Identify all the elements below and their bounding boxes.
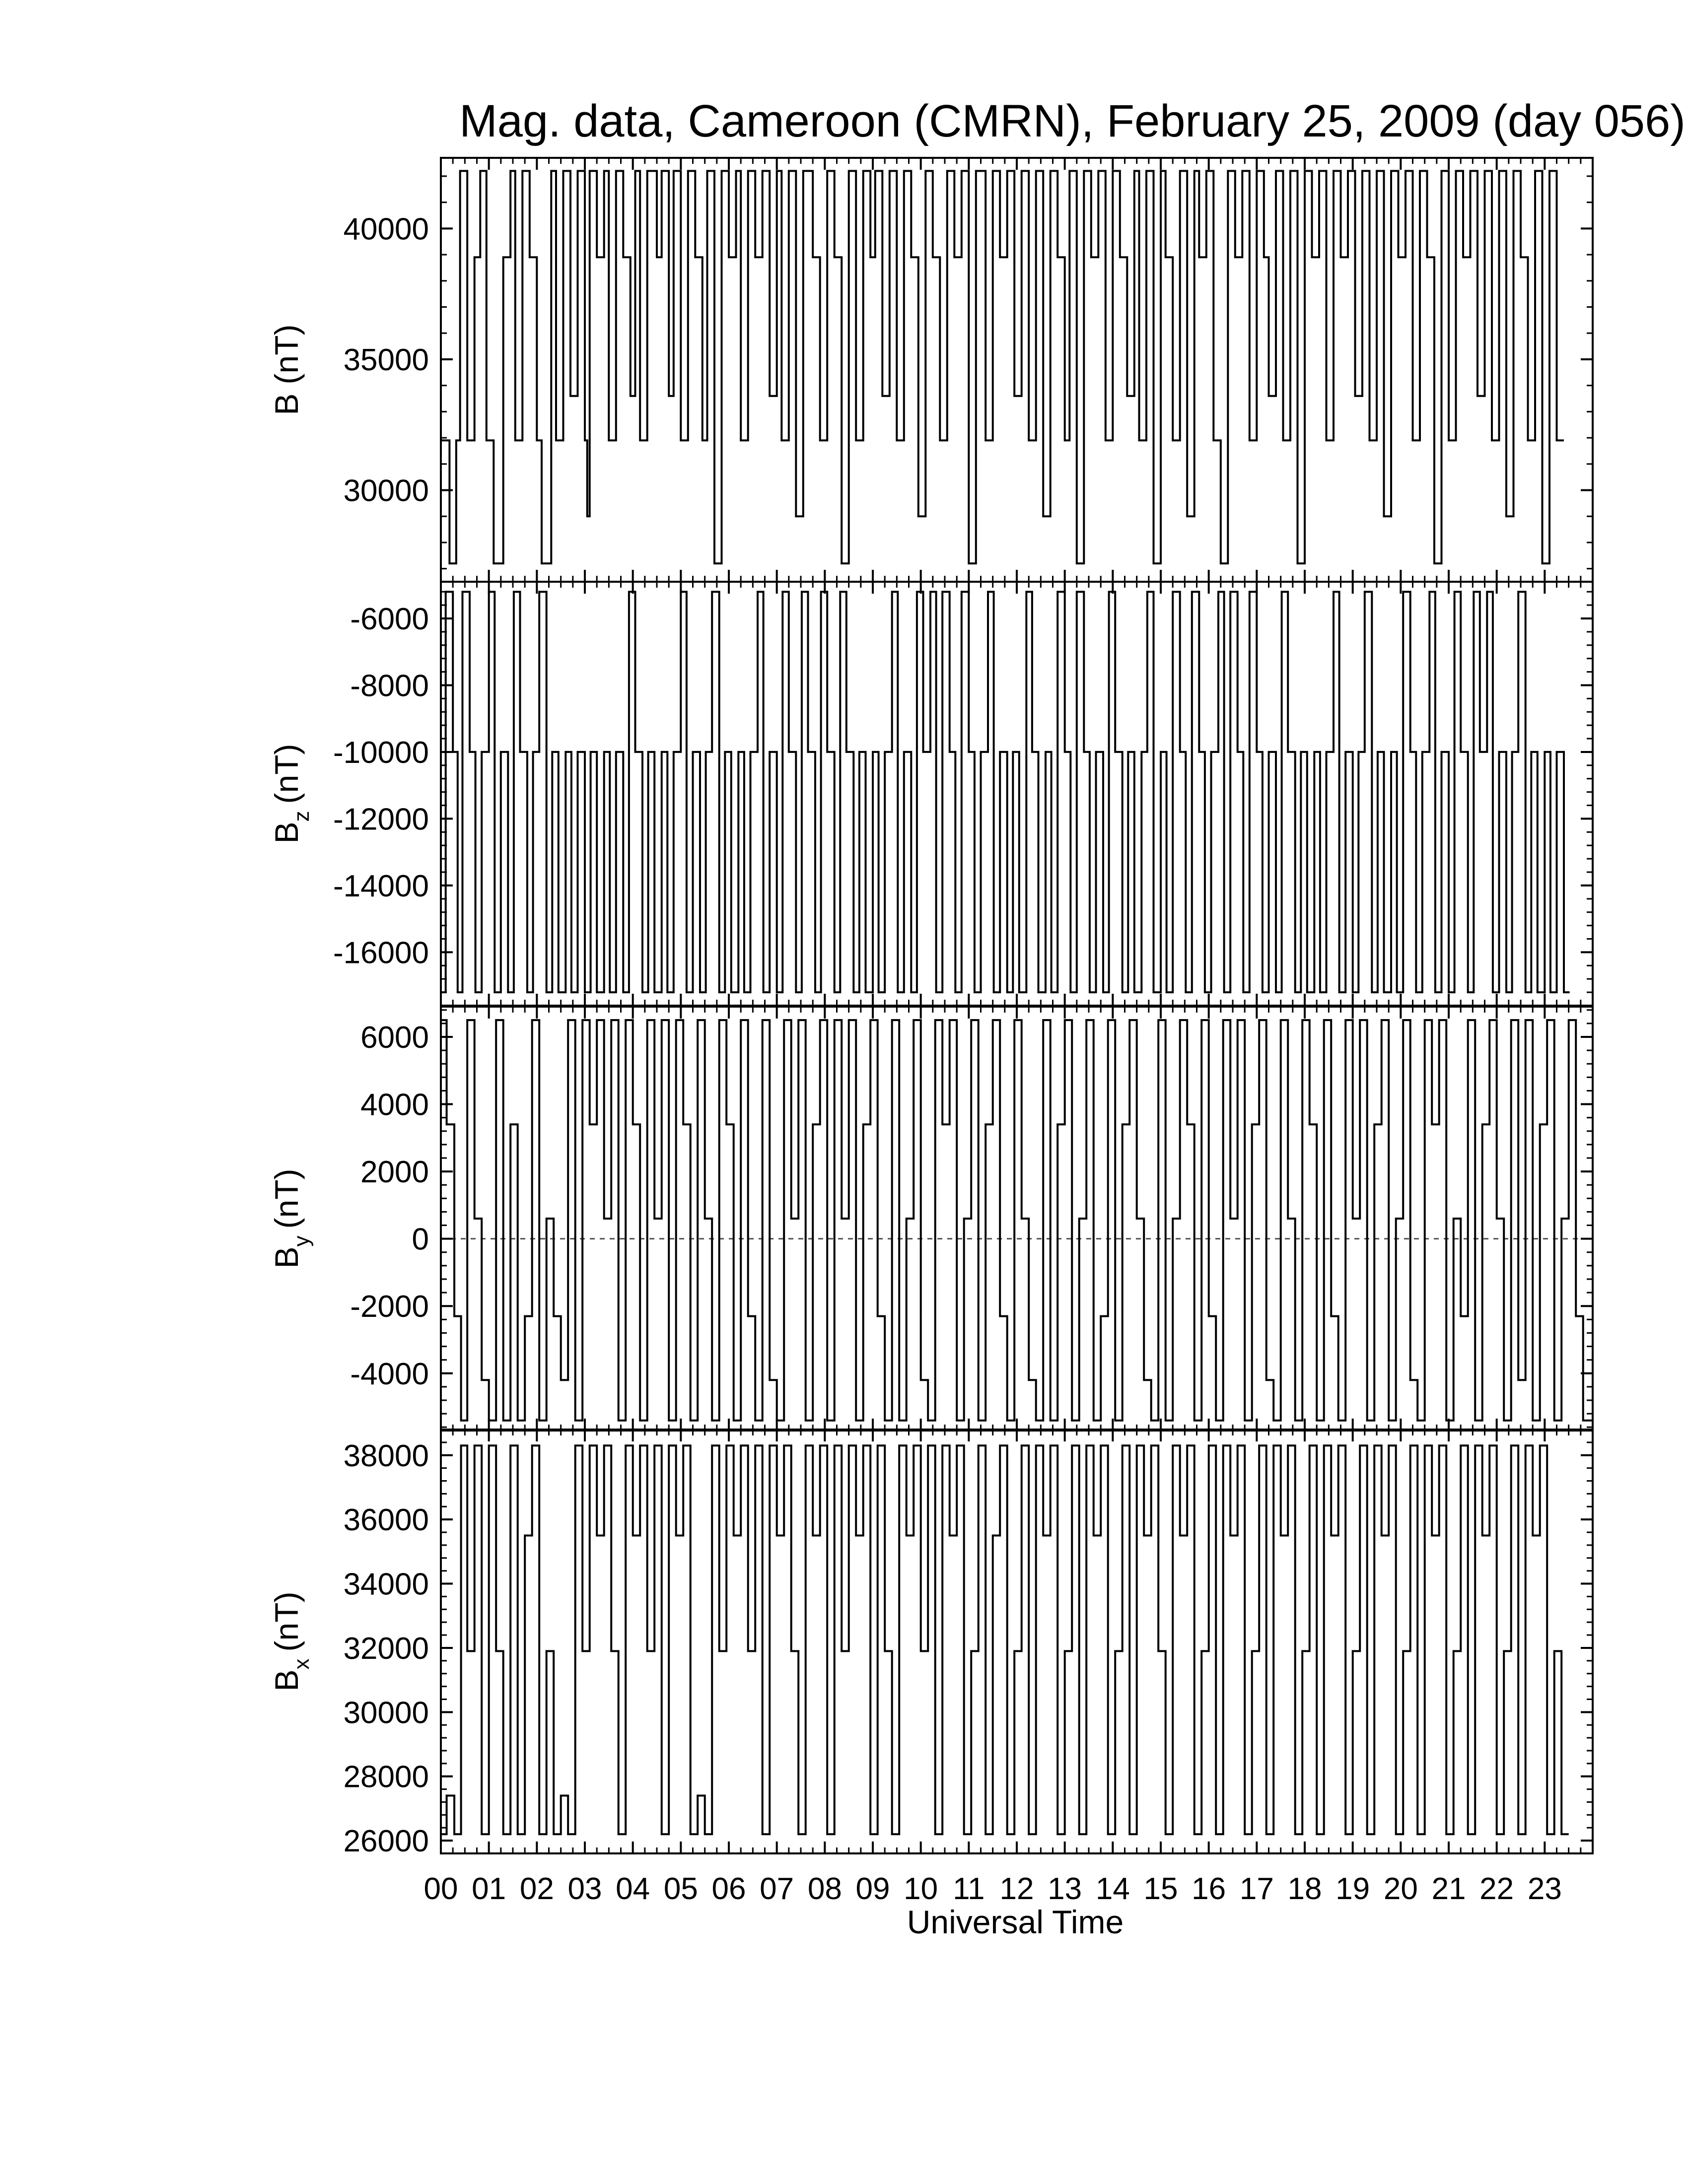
y-axis-label-unit: (nT) bbox=[268, 1168, 305, 1229]
y-tick-label: -12000 bbox=[333, 802, 429, 837]
y-tick-label: -4000 bbox=[350, 1357, 429, 1391]
x-tick-label: 04 bbox=[616, 1872, 650, 1906]
y-tick-label: -16000 bbox=[333, 936, 429, 970]
y-tick-label: 30000 bbox=[343, 474, 429, 508]
y-tick-label: 28000 bbox=[343, 1760, 429, 1794]
x-tick-label: 12 bbox=[999, 1872, 1034, 1906]
y-axis-label-subscript: x bbox=[289, 1658, 314, 1670]
x-tick-label: 09 bbox=[855, 1872, 890, 1906]
x-tick-label: 08 bbox=[807, 1872, 842, 1906]
y-tick-label: 35000 bbox=[343, 342, 429, 377]
y-tick-label: 6000 bbox=[360, 1021, 429, 1055]
y-tick-label: 32000 bbox=[343, 1631, 429, 1666]
x-tick-label: 16 bbox=[1192, 1872, 1226, 1906]
x-tick-label: 06 bbox=[711, 1872, 746, 1906]
chart-title: Mag. data, Cameroon (CMRN), February 25, 2009 (day 056) bbox=[459, 96, 1686, 146]
y-axis-label-unit: (nT) bbox=[268, 1591, 305, 1652]
x-axis-label: Universal Time bbox=[907, 1904, 1124, 1940]
y-axis-label-subscript: y bbox=[289, 1235, 314, 1247]
y-axis-label-main: B bbox=[268, 821, 305, 844]
x-tick-label: 02 bbox=[519, 1872, 554, 1906]
x-tick-label: 22 bbox=[1479, 1872, 1514, 1906]
y-axis-label-unit: (nT) bbox=[268, 324, 305, 385]
x-tick-label: 05 bbox=[663, 1872, 698, 1906]
x-tick-label: 11 bbox=[953, 1872, 985, 1906]
y-axis-label-unit: (nT) bbox=[268, 744, 305, 804]
y-tick-label: 26000 bbox=[343, 1824, 429, 1859]
y-tick-label: 2000 bbox=[360, 1155, 429, 1190]
y-tick-label: 36000 bbox=[343, 1503, 429, 1538]
y-axis-label-subscript: z bbox=[289, 811, 314, 822]
y-tick-label: 40000 bbox=[343, 212, 429, 247]
y-tick-label: 30000 bbox=[343, 1696, 429, 1730]
x-tick-label: 10 bbox=[904, 1872, 938, 1906]
x-tick-label: 18 bbox=[1287, 1872, 1322, 1906]
x-tick-label: 13 bbox=[1048, 1872, 1082, 1906]
x-tick-label: 23 bbox=[1527, 1872, 1562, 1906]
x-tick-label: 03 bbox=[567, 1872, 602, 1906]
y-axis-label-main: B bbox=[268, 393, 305, 415]
x-tick-label: 07 bbox=[760, 1872, 794, 1906]
y-tick-label: -6000 bbox=[350, 602, 429, 636]
y-tick-label: -10000 bbox=[333, 735, 429, 770]
y-tick-label: -14000 bbox=[333, 869, 429, 903]
y-tick-label: -8000 bbox=[350, 669, 429, 703]
x-tick-label: 20 bbox=[1383, 1872, 1418, 1906]
y-tick-label: -2000 bbox=[350, 1290, 429, 1324]
x-tick-label: 01 bbox=[472, 1872, 506, 1906]
x-tick-label: 21 bbox=[1431, 1872, 1466, 1906]
x-tick-label: 00 bbox=[423, 1872, 458, 1906]
y-tick-label: 38000 bbox=[343, 1438, 429, 1473]
x-tick-label: 14 bbox=[1095, 1872, 1130, 1906]
y-tick-label: 0 bbox=[412, 1222, 429, 1257]
x-tick-label: 19 bbox=[1336, 1872, 1370, 1906]
x-tick-label: 15 bbox=[1143, 1872, 1178, 1906]
y-axis-label bbox=[268, 324, 305, 415]
y-tick-label: 4000 bbox=[360, 1088, 429, 1122]
x-tick-label: 17 bbox=[1239, 1872, 1274, 1906]
y-axis-label-main: B bbox=[268, 1669, 305, 1692]
y-tick-label: 34000 bbox=[343, 1567, 429, 1602]
y-axis-label-main: B bbox=[268, 1246, 305, 1269]
